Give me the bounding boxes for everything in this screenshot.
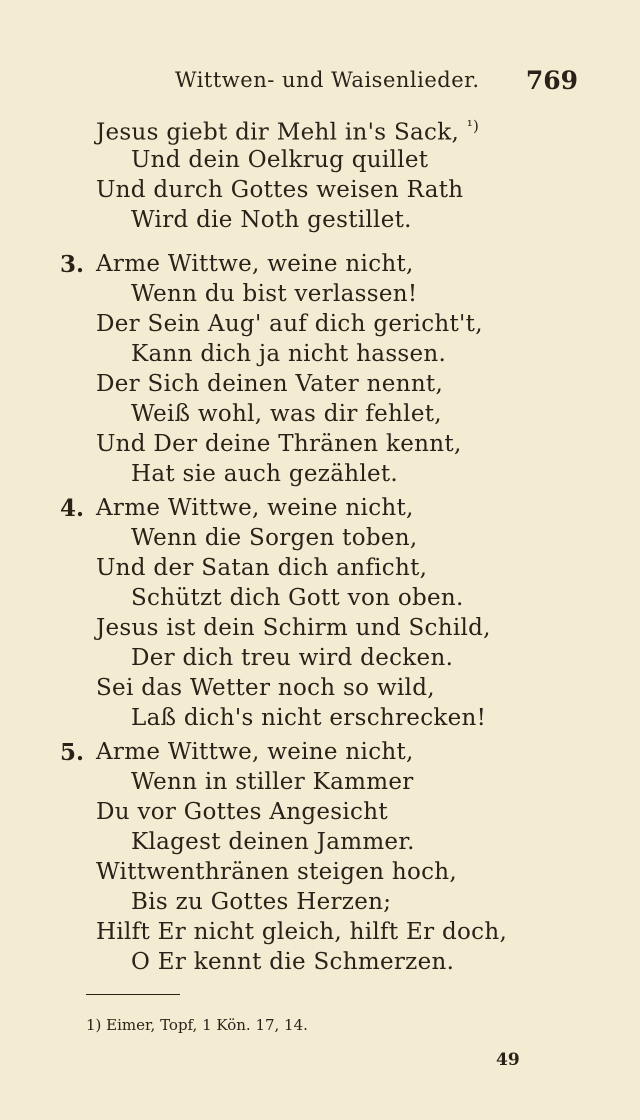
footnote-divider <box>86 994 180 995</box>
verse-line: Wittwenthränen steigen hoch, <box>96 859 458 885</box>
verse-line: Wenn in stiller Kammer <box>131 769 414 795</box>
verse-line: Und dein Oelkrug quillet <box>131 147 429 173</box>
verse-line: Du vor Gottes Angesicht <box>96 799 388 825</box>
verse-line: Der Sein Aug' auf dich gericht't, <box>96 311 483 337</box>
verse-line: Kann dich ja nicht hassen. <box>131 341 447 367</box>
verse-line: Klagest deinen Jammer. <box>131 829 415 855</box>
footnote: 1) Eimer, Topf, 1 Kön. 17, 14. <box>86 1016 308 1034</box>
verse-line: Weiß wohl, was dir fehlet, <box>131 401 442 427</box>
verse-line: Sei das Wetter noch so wild, <box>96 675 435 701</box>
verse-line: Arme Wittwe, weine nicht, <box>96 739 414 765</box>
verse-line: Der dich treu wird decken. <box>131 645 454 671</box>
verse-line: Und durch Gottes weisen Rath <box>96 177 464 203</box>
verse-line: Und der Satan dich anficht, <box>96 555 428 581</box>
verse-line: Arme Wittwe, weine nicht, <box>96 495 414 521</box>
verse-line: Der Sich deinen Vater nennt, <box>96 371 444 397</box>
verse-line: Schützt dich Gott von oben. <box>131 585 464 611</box>
verse-line: Wenn die Sorgen toben, <box>131 525 418 551</box>
footnote-marker: ¹) <box>466 117 480 135</box>
verse-line: Bis zu Gottes Herzen; <box>131 889 392 915</box>
verse-line: Hat sie auch gezählet. <box>131 461 399 487</box>
running-head: Wittwen- und Waisenlieder. <box>175 68 480 92</box>
verse-line: Arme Wittwe, weine nicht, <box>96 251 414 277</box>
stanza-number: 4. <box>60 495 85 522</box>
verse-line: O Er kennt die Schmerzen. <box>131 949 455 975</box>
verse-line: Wird die Noth gestillet. <box>131 207 412 233</box>
verse-line: Jesus giebt dir Mehl in's Sack, $^{^1)}$ <box>96 117 480 146</box>
stanza-number: 5. <box>60 739 85 766</box>
verse-line: Und Der deine Thränen kennt, <box>96 431 462 457</box>
stanza-number: 3. <box>60 251 85 278</box>
verse-line: Laß dich's nicht erschrecken! <box>131 705 487 731</box>
verse-line: Hilft Er nicht gleich, hilft Er doch, <box>96 919 508 945</box>
verse-line: Jesus ist dein Schirm und Schild, <box>96 615 491 641</box>
page-number: 769 <box>525 66 578 95</box>
signature-mark: 49 <box>496 1050 520 1070</box>
verse-line: Wenn du bist verlassen! <box>131 281 418 307</box>
